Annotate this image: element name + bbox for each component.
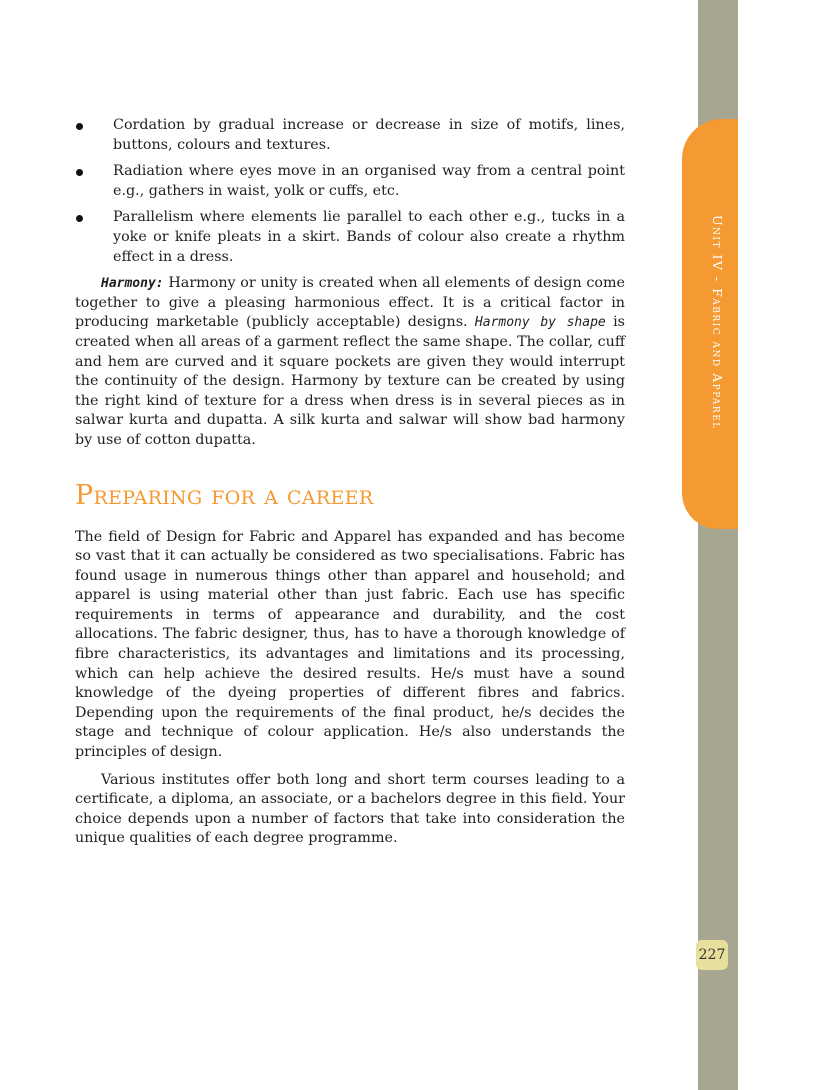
list-item-text: Cordation by gradual increase or decrease in size of motifs, lines, buttons, colours and textures. bbox=[113, 117, 625, 153]
list-item-text: Parallelism where elements lie parallel to each other e.g., tucks in a yoke or knife pleats in a skirt. Bands of colour also create a rhythm effect in a dress. bbox=[113, 209, 625, 265]
career-paragraph-1: The field of Design for Fabric and Apparel has expanded and has become so vast that it can actually be considered as two specialisations. Fabric has found usage in numerous things other than apparel and household; and apparel is using material other than just fabric. Each use has specific requirements in terms of appearance and durability, and the cost allocations. The fabric designer, thus, has to have a thorough knowledge of fibre characteristics, its advantages and limitations and its processing, which can help achieve the desired results. He/s must have a sound knowledge of the dyeing properties of different fibres and fabrics. Depending upon the requirements of the final product, he/s decides the stage and technique of colour application. He/s also understands the principles of design. bbox=[75, 528, 625, 761]
list-item bbox=[75, 208, 625, 267]
career-paragraph-2: Various institutes offer both long and short term courses leading to a certificate, a diploma, an associate, or a bachelors degree in this field. Your choice depends upon a number of factors that take into consideration the unique qualities of each degree programme. bbox=[75, 771, 625, 847]
unit-label: Unit IV - Fabric and Apparel bbox=[710, 215, 725, 430]
harmony-term: Harmony: bbox=[101, 276, 164, 292]
bullet-icon bbox=[76, 169, 83, 176]
section-heading: Preparing for a career bbox=[75, 479, 374, 511]
list-item bbox=[75, 162, 625, 201]
bullet-icon bbox=[76, 123, 83, 130]
page-content bbox=[75, 116, 625, 849]
bullet-list bbox=[75, 116, 625, 267]
harmony-text-1: Harmony or unity is created when all elements of design come together to give a pleasing harmonious effect. It is a critical factor in producing marketable (publicly acceptable) designs. bbox=[75, 275, 625, 331]
harmony-by-shape-term: Harmony by shape bbox=[474, 315, 606, 331]
harmony-text-2: is created when all areas of a garment reflect the same shape. The collar, cuff and hem are curved and it square pockets are given they would interrupt the continuity of the design. Harmony by texture can be created by using the right kind of texture for a dress when dress is in several pieces as in salwar kurta and dupatta. A silk kurta and salwar will show bad harmony by use of cotton dupatta. bbox=[75, 314, 625, 448]
bullet-icon bbox=[76, 215, 83, 222]
list-item-text: Radiation where eyes move in an organised way from a central point e.g., gathers in waist, yolk or cuffs, etc. bbox=[113, 163, 625, 199]
list-item bbox=[75, 116, 625, 155]
page-number: 227 bbox=[696, 940, 728, 970]
harmony-paragraph bbox=[75, 274, 625, 450]
